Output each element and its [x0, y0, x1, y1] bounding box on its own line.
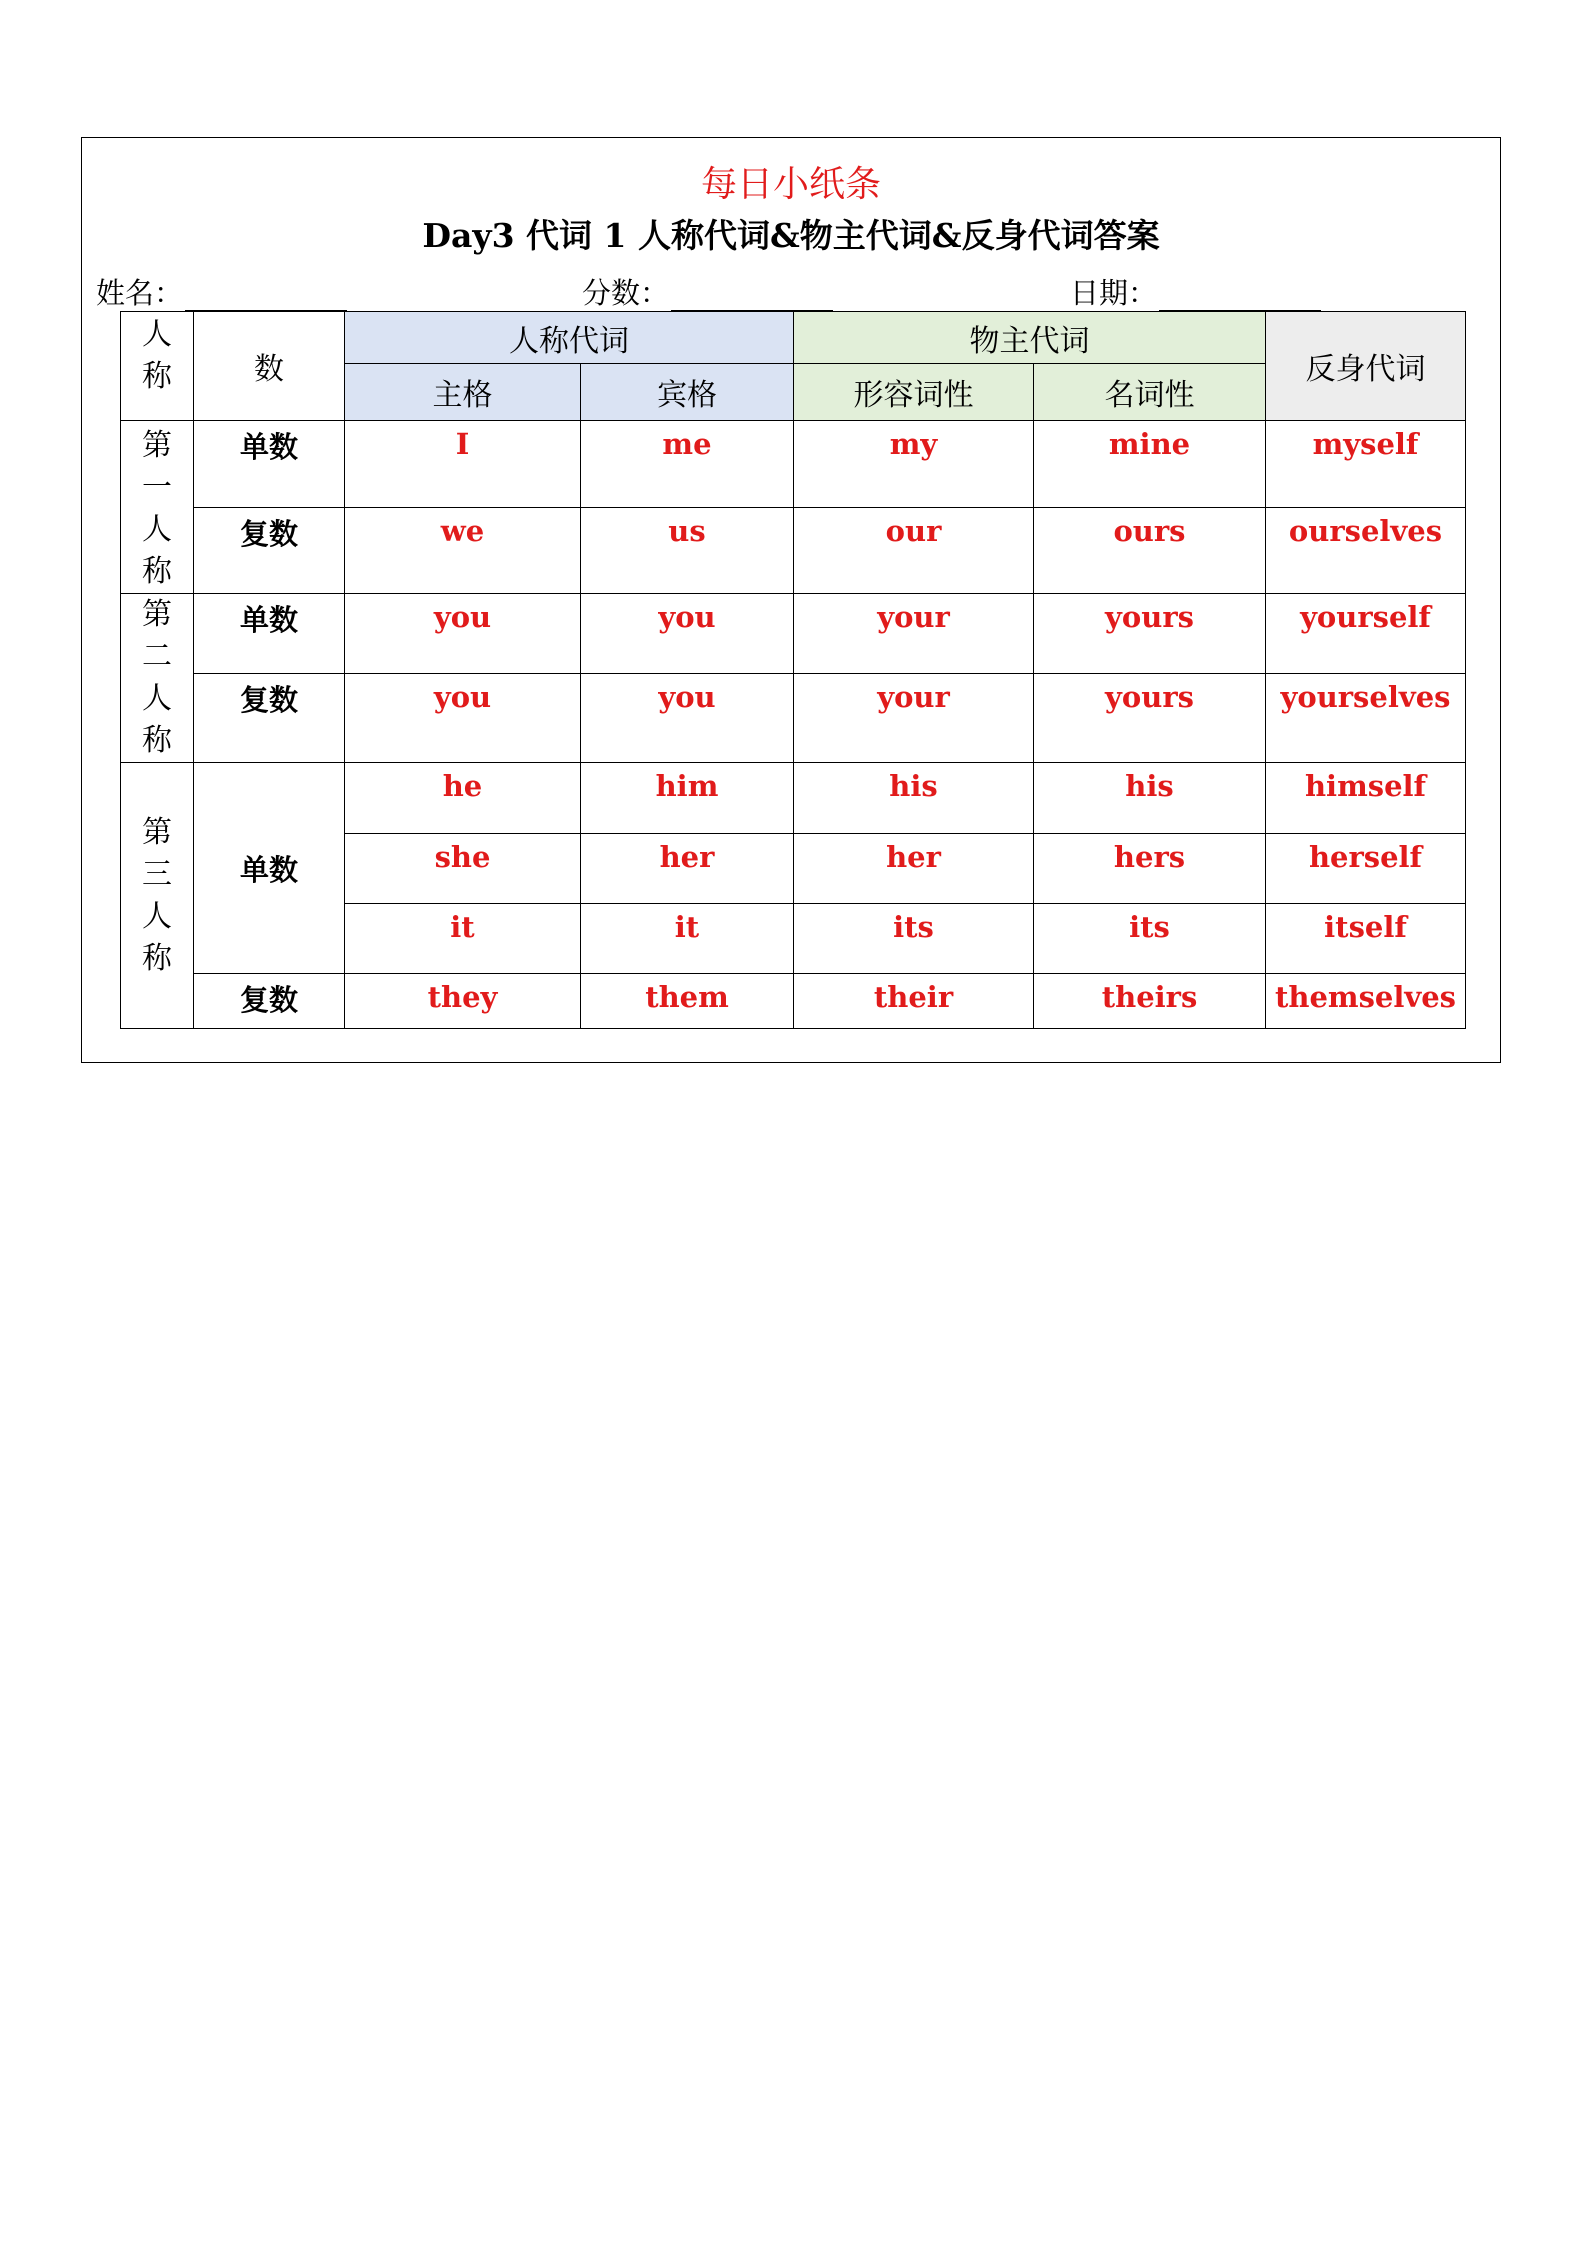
- answer-cell: himself: [1266, 763, 1466, 834]
- score-blank: [671, 280, 833, 312]
- worksheet-subtitle: Day3 代词 1 人称代词&物主代词&反身代词答案: [422, 216, 1160, 255]
- answer-cell: our: [794, 508, 1034, 594]
- answer-cell: his: [1034, 763, 1266, 834]
- worksheet-card: [81, 137, 1501, 1063]
- header-possessive-pronoun: 物主代词: [794, 312, 1266, 364]
- number-label: 复数: [194, 974, 345, 1029]
- answer-cell: her: [794, 834, 1034, 904]
- answer-cell: I: [345, 421, 581, 508]
- answer-cell: they: [345, 974, 581, 1029]
- number-label: 单数: [194, 594, 345, 674]
- table-row: [121, 421, 1466, 508]
- answer-cell: hers: [1034, 834, 1266, 904]
- date-label: 日期：: [1070, 276, 1158, 310]
- answer-cell: its: [1034, 904, 1266, 974]
- answer-cell: you: [345, 674, 581, 763]
- answer-cell: themselves: [1266, 974, 1466, 1029]
- number-label: 单数: [194, 421, 345, 508]
- header-reflexive-pronoun: 反身代词: [1266, 312, 1466, 421]
- header-person: 人 称: [121, 312, 194, 421]
- number-label: 复数: [194, 674, 345, 763]
- answer-cell: yours: [1034, 674, 1266, 763]
- worksheet-title: 每日小纸条: [700, 164, 881, 205]
- table-row: [121, 594, 1466, 674]
- group-second-person: 第 二 人 称: [121, 594, 194, 763]
- answer-cell: yourself: [1266, 594, 1466, 674]
- number-label: 复数: [194, 508, 345, 594]
- table-row: [121, 974, 1466, 1029]
- pronoun-table: [120, 311, 1466, 1029]
- answer-cell: you: [345, 594, 581, 674]
- table-row: [121, 763, 1466, 834]
- number-label: 单数: [194, 763, 345, 974]
- answer-cell: you: [581, 674, 794, 763]
- answer-cell: her: [581, 834, 794, 904]
- name-blank: [185, 280, 347, 312]
- answer-cell: them: [581, 974, 794, 1029]
- answer-cell: his: [794, 763, 1034, 834]
- answer-cell: your: [794, 594, 1034, 674]
- answer-cell: their: [794, 974, 1034, 1029]
- header-personal-pronoun: 人称代词: [345, 312, 794, 364]
- answer-cell: my: [794, 421, 1034, 508]
- header-noun: 名词性: [1034, 364, 1266, 421]
- score-label: 分数：: [582, 276, 670, 310]
- answer-cell: he: [345, 763, 581, 834]
- answer-cell: yourselves: [1266, 674, 1466, 763]
- header-subject: 主格: [345, 364, 581, 421]
- answer-cell: myself: [1266, 421, 1466, 508]
- score-field: [582, 271, 833, 312]
- header-number: 数: [194, 312, 345, 421]
- answer-cell: him: [581, 763, 794, 834]
- answer-cell: it: [581, 904, 794, 974]
- answer-cell: mine: [1034, 421, 1266, 508]
- answer-cell: she: [345, 834, 581, 904]
- table-row: [121, 674, 1466, 763]
- answer-cell: we: [345, 508, 581, 594]
- date-blank: [1159, 280, 1321, 312]
- header-adjective: 形容词性: [794, 364, 1034, 421]
- answer-cell: herself: [1266, 834, 1466, 904]
- answer-cell: ours: [1034, 508, 1266, 594]
- answer-cell: me: [581, 421, 794, 508]
- name-label: 姓名：: [96, 276, 184, 310]
- header-object: 宾格: [581, 364, 794, 421]
- date-field: [1070, 271, 1321, 312]
- answer-cell: your: [794, 674, 1034, 763]
- answer-cell: yours: [1034, 594, 1266, 674]
- answer-cell: you: [581, 594, 794, 674]
- answer-cell: itself: [1266, 904, 1466, 974]
- answer-cell: it: [345, 904, 581, 974]
- answer-cell: theirs: [1034, 974, 1266, 1029]
- answer-cell: ourselves: [1266, 508, 1466, 594]
- group-first-person: 第 一 人 称: [121, 421, 194, 594]
- name-field: [96, 271, 347, 312]
- table-row: [121, 508, 1466, 594]
- answer-cell: its: [794, 904, 1034, 974]
- group-third-person: 第 三 人 称: [121, 763, 194, 1029]
- answer-cell: us: [581, 508, 794, 594]
